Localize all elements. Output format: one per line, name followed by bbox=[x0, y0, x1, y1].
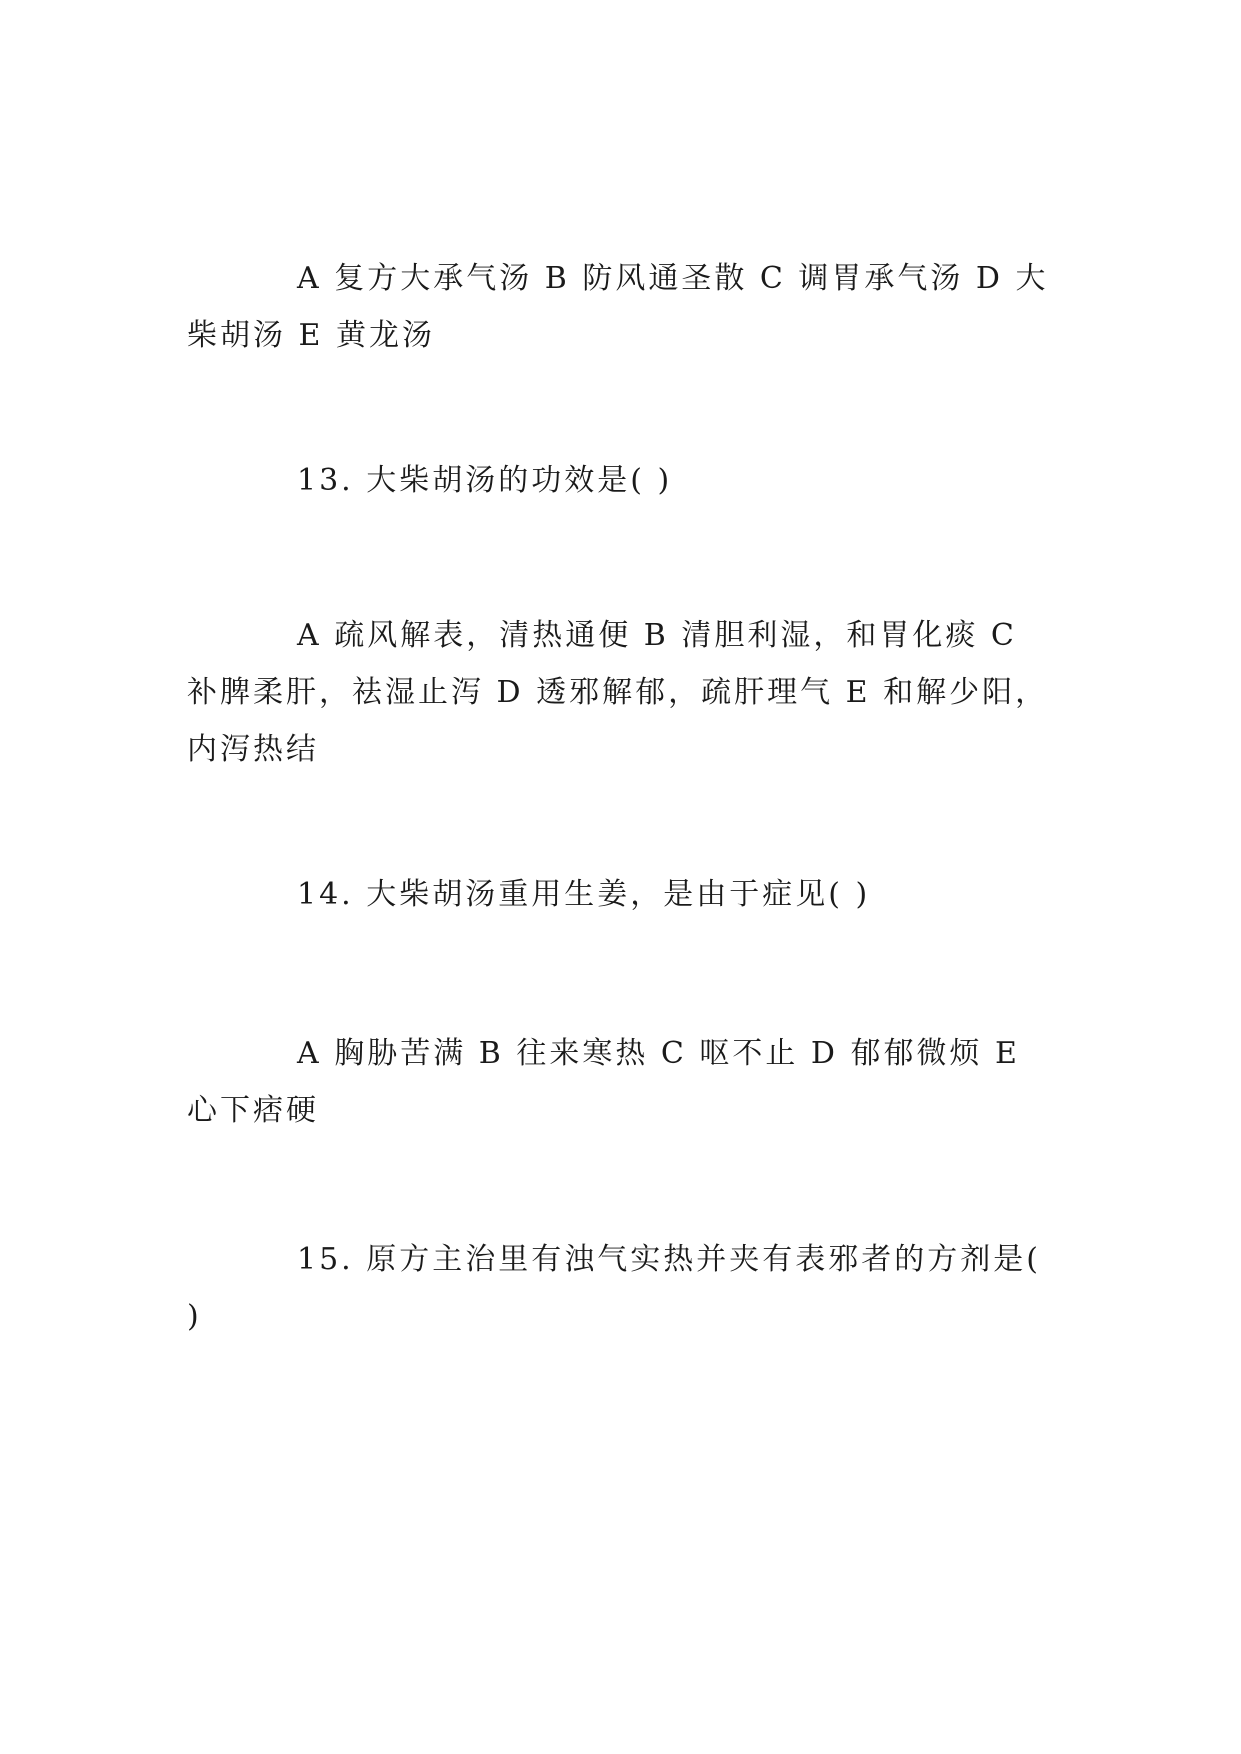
q13-options: A 疏风解表，清热通便 B 清胆利湿，和胃化痰 C 补脾柔肝，祛湿止泻 D 透邪解郁，疏肝理气 E 和解少阳，内泻热结 bbox=[187, 618, 1049, 767]
q14-options: A 胸胁苦满 B 往来寒热 C 呕不止 D 郁郁微烦 E 心下痞硬 bbox=[187, 1036, 1020, 1128]
q15-question: 15. 原方主治里有浊气实热并夹有表邪者的方剂是( ) bbox=[187, 1242, 1041, 1334]
q12-options: A 复方大承气汤 B 防风通圣散 C 调胃承气汤 D 大柴胡汤 E 黄龙汤 bbox=[187, 261, 1049, 353]
q13-question: 13. 大柴胡汤的功效是( ) bbox=[297, 463, 673, 498]
q14-question: 14. 大柴胡汤重用生姜，是由于症见( ) bbox=[297, 877, 871, 912]
